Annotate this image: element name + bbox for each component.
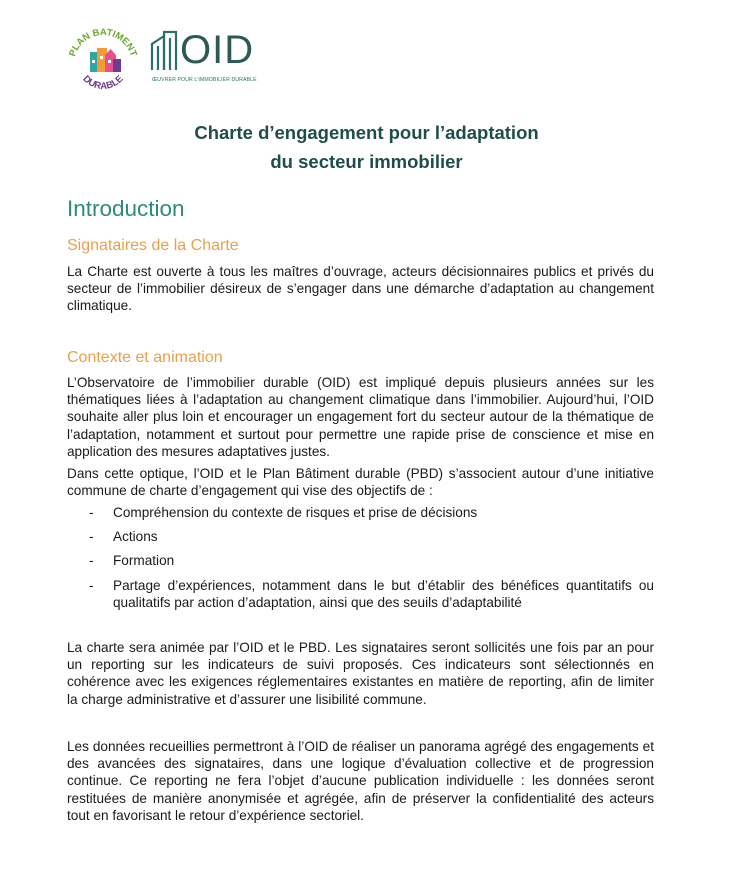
list-item (67, 504, 654, 521)
oid-wordmark: OID (180, 28, 255, 72)
paragraph-contexte-2: Dans cette optique, l’OID et le Plan Bâtiment durable (PBD) s’associent autour d’une initiative commune de charte d’engagement qui vise des objectifs de : (67, 466, 654, 499)
objectives-list (67, 504, 654, 611)
paragraph-signataires: La Charte est ouverte à tous les maîtres d’ouvrage, acteurs décisionnaires publics et privés du secteur de l’immobilier désireux de s’engager dans une démarche d’adaptation au changement climatique. (67, 264, 654, 314)
bullet-dash: - (89, 505, 94, 520)
plan-batiment-durable-logo (64, 20, 142, 98)
objective-text: Partage d’expériences, notamment dans le but d’établir des bénéfices quantitatifs ou qualitatifs par action d’adaptation, ainsi que des seuils d’adaptabilité (113, 577, 654, 610)
objective-text: Compréhension du contexte de risques et prise de décisions (113, 505, 478, 520)
paragraph-contexte-4: Les données recueillies permettront à l’OID de réaliser un panorama agrégé des engagements et des avancées des signataires, dans une logique d’évaluation collective et de progression continue. Ce reporting ne fera l’objet d’aucune publication individuelle : les données seront restituées de manière anonymisée et agrégée, afin de préserver la confidentialité des acteurs tout en favorisant le retour d’expérience sectoriel. (67, 739, 654, 823)
building-icon (150, 30, 180, 72)
paragraph-contexte-1: L’Observatoire de l’immobilier durable (OID) est impliqué depuis plusieurs années sur les thématiques liées à l’adaptation au changement climatique dans l’immobilier. Aujourd’hui, l’OID souhaite aller plus loin et encourager un engagement fort du secteur autour de la thématique de l’adaptation, notamment et surtout pour permettre une rapide prise de conscience et mise en application des mesures adaptatives justes. (67, 375, 654, 459)
bullet-dash: - (89, 577, 94, 593)
oid-logo (150, 30, 272, 96)
objective-text: Actions (113, 529, 158, 545)
paragraph-contexte-3: La charte sera animée par l’OID et le PBD. Les signataires seront sollicités une fois par an pour un reporting sur les indicateurs de suivi proposés. Ces indicateurs sont sélectionnés en cohérence avec les exigences réglementaires existantes en matière de reporting, afin de limiter la charge administrative et d’assurer une lisibilité commune. (67, 640, 654, 707)
heading-introduction: Introduction (67, 196, 185, 221)
list-item (67, 528, 654, 545)
document-title-line2: du secteur immobilier (270, 151, 463, 172)
svg-text:PLAN BATIMENT: PLAN BATIMENT (67, 26, 139, 59)
heading-signataires: Signataires de la Charte (67, 237, 239, 254)
document-title-line1: Charte d’engagement pour l’adaptation (194, 122, 539, 143)
objective-text: Formation (113, 553, 175, 569)
bullet-dash: - (89, 529, 94, 545)
list-item (67, 577, 654, 611)
list-item (67, 552, 654, 569)
header-logos (64, 20, 274, 100)
heading-contexte: Contexte et animation (67, 349, 223, 366)
bullet-dash: - (89, 553, 94, 569)
svg-text:DURABLE: DURABLE (80, 73, 126, 92)
oid-tagline: ŒUVRER POUR L’IMMOBILIER DURABLE (152, 77, 257, 83)
